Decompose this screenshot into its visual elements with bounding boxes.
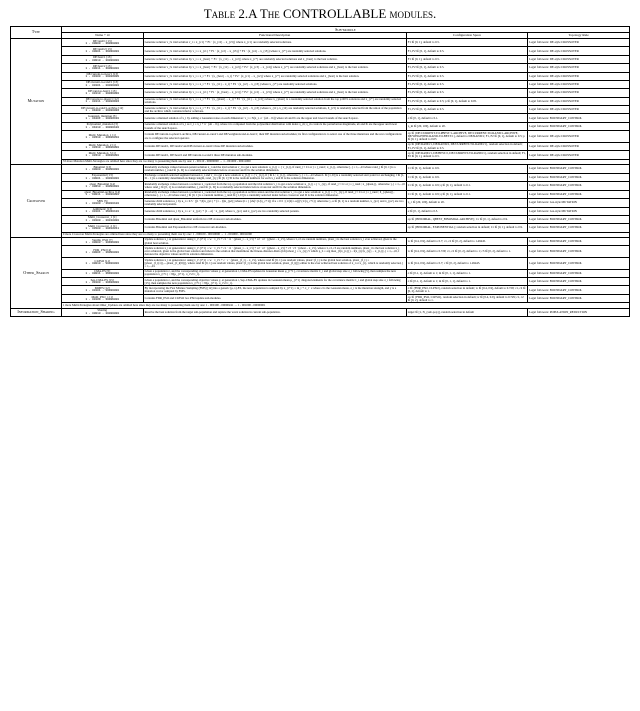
module-id-bits: 1 - 00001 - 00000000 xyxy=(85,176,120,180)
configuration-space-cell: w ∈ [0.4, 0.9], default to 0.7; c1, c2 ∈ [0, 2], default to 1.49445. xyxy=(406,237,528,245)
topology-rule-cell: Legal followers: GA-style MUTATION xyxy=(528,207,630,215)
configuration-space-cell: Cr ∈ [0, 1], default to 0.9. xyxy=(406,173,528,181)
topology-rule-cell: Legal followers: BOUNDARY_CONTROL xyxy=(528,269,630,277)
module-id-bits: 1 - 01001 - 00000100 xyxy=(85,117,120,121)
table-row xyxy=(11,257,630,269)
topology-rule-cell: Legal followers: DE-style CROSSOVER xyxy=(528,106,630,114)
module-name: Sep-CMA-ES [15] xyxy=(90,277,114,282)
configuration-space-cell: F1, F2 ∈ [0, 1], default to 0.5; p ∈ [0, 1], default to 0.05. xyxy=(406,97,528,105)
header-topology-rule: Topology Rule xyxy=(528,33,630,39)
module-name: Multi_Mutation_3 [1] xyxy=(88,151,116,156)
table-row xyxy=(11,308,630,316)
topology-rule-cell: Legal followers: DE-style CROSSOVER xyxy=(528,64,630,72)
topology-rule-cell: Legal followers: BOUNDARY_CONTROL xyxy=(528,190,630,198)
module-name: CMA-ES [5] xyxy=(94,269,111,274)
table-row xyxy=(11,294,630,302)
configuration-space-cell: op ∈ {BINOMIAL, QBEST_BINOMIAL-ARCHIVE}; Cr ∈ [0, 1], default to 0.9. xyxy=(406,215,528,223)
configuration-space-cell: F1, F2 ∈ [0, 1], default to 0.5. xyxy=(406,89,528,97)
controllable-modules-table xyxy=(10,26,630,317)
functional-description-cell: Generate solution v_i's trial solution by v_i = x_{r1} + F1 · (x_{best} − x_{r1}) + F2 · (x_{r2} − x_{r3}) where x_{r*} are randomly selected solutions and x_{best} is the best solution. xyxy=(143,89,406,97)
module-name: Polynomial_mutation [3] xyxy=(86,122,118,127)
functional-description-cell: Contains DE/rand/1, DE/rand/2 and DE/current-to-rand/1 three DE mutation sub-modules. xyxy=(143,142,406,150)
table-row xyxy=(11,80,630,88)
module-id-bits: 1 - 00000 - 00000000 xyxy=(85,41,120,45)
module-name-cell xyxy=(61,47,143,55)
table-row xyxy=(11,89,630,97)
table-row xyxy=(11,246,630,258)
module-name: DE/current-to-rand/1-archive [12] xyxy=(81,105,124,110)
topology-rule-cell: Legal followers: BOUNDARY_CONTROL xyxy=(528,246,630,258)
module-name: Exponential [13] xyxy=(91,173,113,178)
functional-description-cell: Receive the best solution from the target sub-population and replace the worst solution in current sub-population. xyxy=(143,308,406,316)
functional-description-cell: Randomly exchange values between a solution x_i selected from the top q population and the trial solution v_i to get a new solution: u_{i,j} = { v_{i,j}, if rand_j < Cr or j = j_rand ; x_{qbest,j}, otherwise }, j = 1,...,D where rand_j ∈ [0, 1] is a random number, j_rand ∈ [1, D] is a randomly selected index before crossover and D is the solution dimension. xyxy=(144,181,405,189)
table-row xyxy=(11,114,630,122)
configuration-space-cell: η_m ∈ [20, 100], default to 20. xyxy=(406,122,528,130)
functional-description-cell: Given a population λ, and the corresponding objective values y, at generation t, CMA-ES updates its Gaussian mean μ_{t+1}, covariance matrix C_t and global step size σ_t following [5], then samples the new population x_{t+1} ~ N(μ_{t+1}, σ_t^2 C_t). xyxy=(143,269,406,277)
topology-rule-cell: Legal followers: BOUNDARY_CONTROL xyxy=(528,182,630,190)
topology-rule-cell: Legal followers: DE-style CROSSOVER xyxy=(528,80,630,88)
table-row xyxy=(11,72,630,80)
module-id-bits: 1 - 00011 - 00000000 xyxy=(85,193,120,197)
topology-rule-cell: Legal followers: DE-style CROSSOVER xyxy=(528,89,630,97)
module-id-bits: 1 - 00001 - 00000000 xyxy=(85,50,120,54)
table-row xyxy=(11,39,630,47)
module-name: DE/best/1 [13] xyxy=(93,55,112,60)
table-row xyxy=(11,207,630,215)
module-type-cell: Other_Search xyxy=(11,237,62,308)
configuration-space-cell: F1, F2 ∈ [0, 1], default to 0.5. xyxy=(406,47,528,55)
functional-description-cell: Generate solution v_i's trial solution by v_i = x_i + F1 · (x_{r1} − x_i) + F2 · (x_{r2} − x̃_{r3}) where x_{r1}, x_{r2} are randomly selected solutions, x̃_{r3} is randomly selected from the union of the population and the archive which contains inferior solutions. xyxy=(143,106,406,114)
functional-description-cell: Generate child solution u_i by u_i = α · x_{p1} + (1 − α) · x_{p2} where x_{p1} and x_{p2} are two randomly selected parents. xyxy=(143,207,406,215)
functional-description-cell: Exchange a random selected segment between x_i and v_i to get a new solution: u_{i,j} = { v_{i,j}, if j ∈ L ; x_{i,j}, otherwise }, j = 1,...,D where L ∈ [1, D] is a randomly selected start point for exchanging, l ∈ [1, D − 1] is a randomly determined exchange length, rand_{i,j} ∈ [0, 1]^D is the random numbers for each x_i and D is the solution dimension. xyxy=(144,173,405,181)
module-name: Sharing xyxy=(97,308,108,313)
topology-rule-cell: Legal followers: BOUNDARY_CONTROL xyxy=(528,173,630,181)
table-row xyxy=(11,269,630,277)
module-name-cell xyxy=(61,80,143,88)
module-name-cell xyxy=(61,224,143,232)
topology-rule-cell: Legal followers: DE-style CROSSOVER xyxy=(528,47,630,55)
functional-description-cell: Update solution x_i at generation t using v_i^{t+1} = w · v_i^t + c1 · r1 · (pbest_i − x_i^t) + c2 · r2 · (gbest − x_i^t) + c3 · r3 · (nbest − x_i^t), where r1, r2, r3 are random numbers, pbest_i is the best solution x_i ever achieved, gbest is the global best solution and nbest is the solution that maximizes the fitness-distance-Ratio (fdr) nbest_j = x_{r,j}^t which p_b = arg max_{f(x_{r,j}) − f(x_i)}/|x_{r,j} − x_{i,j}|, j = 1,...,D, f denotes the objective values and D is solution dimension. xyxy=(143,246,406,258)
table-row xyxy=(11,64,630,72)
module-name-cell xyxy=(61,142,143,150)
table-row xyxy=(11,97,630,105)
module-name-cell xyxy=(61,246,143,258)
table-row xyxy=(11,151,630,159)
module-name-cell xyxy=(61,269,143,277)
configuration-space-cell: F1, F2 ∈ [0, 1], default to 0.5. xyxy=(406,80,528,88)
configuration-space-cell: F1 ∈ [0, 1], default to 0.5. xyxy=(406,39,528,47)
module-name: DE/rand/2 [13] xyxy=(92,47,112,52)
module-type-cell: Mutation xyxy=(11,39,62,165)
module-name: qbest_Binomial [14] xyxy=(89,181,115,186)
module-name-cell xyxy=(61,114,143,122)
module-id-bits: 1 - 00100 - 00000100 xyxy=(85,201,120,205)
configuration-space-cell: op ∈ {DE/RAND/1, DE/RAND/2, DE/CURRENT-TO-RAND/1}, random selection in default; F1, F2 ∈ [0, 1], default to 0.5. xyxy=(406,142,528,150)
functional-description-cell: Generate solution v_i's trial solution by v_i = x_i + F1 · (x_{best} − x_i) + F2 · (x_{r1} − x_{r2}) where x_{r*} are randomly selected solutions and x_{best} is the best solution. xyxy=(143,72,406,80)
configuration-space-cell: Cr ∈ [0, 1], default to 0.9. xyxy=(406,165,528,173)
module-name-cell xyxy=(61,39,143,47)
configuration-space-cell: target ∈ [1, N_{sub-pop}], random selection in default xyxy=(406,308,528,316)
module-id-bits: 1 - 00110 - 00000010 xyxy=(85,135,120,139)
table-row xyxy=(11,165,630,173)
module-id-bits: 1 - 00100 - 00000000 xyxy=(85,297,120,301)
topology-rule-cell: Legal followers: DE-style CROSSOVER xyxy=(528,39,630,47)
functional-description-cell: Contains DE/rand/1, DE/best/2 and DE/current-to-rand/1 three DE mutation sub-modules. xyxy=(143,151,406,159)
configuration-space-cell: α ∈ [0, 1], default to 0.5. xyxy=(406,207,528,215)
module-id-bits: 1 - 00010 - 00000000 xyxy=(85,184,120,188)
module-name-cell xyxy=(61,122,143,130)
section-footnote: 9 more Crossover Multi-Strategies are omitted here since they are too many to presenting them one by one: 1 - 000100 - 00010000 → 1 - 001000 - 00011000 xyxy=(61,232,629,237)
topology-rule-cell: Legal followers: DE-style CROSSOVER xyxy=(528,55,630,63)
topology-rule-cell: Legal followers: DE-style CROSSOVER xyxy=(528,131,630,143)
table-row xyxy=(11,224,630,232)
module-name-cell xyxy=(61,215,143,223)
module-name-cell xyxy=(61,64,143,72)
topology-rule-cell: Legal followers: BOUNDARY_CONTROL xyxy=(528,215,630,223)
module-id-bits: 1 - 00111 - 00000000 xyxy=(85,100,120,104)
configuration-space-cell: σ ∈ [0.1, 1], default to 1; m ∈ [0, 1, 1], default to 1. xyxy=(406,269,528,277)
functional-description-cell: Contains Binomial and qbest_Binomial uniform two DE crossover sub-modules. xyxy=(143,215,406,223)
table-row xyxy=(11,55,630,63)
table-row xyxy=(11,190,630,198)
configuration-space-cell: op ∈ {FDR_PSO, CLPSO}, random selection in default; w ∈ [0.4, 0.9], default to 0.729; c1, c2 ∈ [0, 2], default to 1. xyxy=(406,294,528,302)
module-name-cell xyxy=(61,286,143,294)
module-name-cell xyxy=(61,165,143,173)
topology-rule-cell: Legal followers: BOUNDARY_CONTROL xyxy=(528,286,630,294)
topology-rule-cell: Legal followers: BOUNDARY_CONTROL xyxy=(528,224,630,232)
table-caption: Table 2.A The CONTROLLABLE modules. xyxy=(203,6,437,21)
topology-rule-cell: Legal followers: BOUNDARY_CONTROL xyxy=(528,237,630,245)
functional-description-cell: Contain DE/current-to-pbest/1-archive, DE/current-to-rand/1 and DE/weighted-rand-to-best/1; their DE mutation sub-modules; its first configuration is to select one of the three mutations and the rest configurations are to configure the selected operator. xyxy=(143,131,406,143)
functional-description-cell: Update solution x_i at generation t using v_i^{t+1} = w · v_i^t + c · r · (pbest_{f_i} − x_i^t), where rand ∈ [0, 1] are random values, pbest^{f_i} is the global best solution, pbest_{f_i} = [pbest_{f_i(1)},...,pbest_{f_i(D)}], where rand ∈ [0, 1] are random values, pbest^{f_i} is the global best solution, pbest_{f_i(j)} either is the ever achieved best solution of x_i or x_{r}, which is randomly selected, j = 1,...,D. xyxy=(143,257,406,269)
table-row xyxy=(11,215,630,223)
configuration-space-cell: F1, F2 ∈ [0, 1], default to 0.5. xyxy=(406,72,528,80)
page-root xyxy=(0,0,640,317)
module-name: Gaussian_mutation [3] xyxy=(88,114,117,119)
module-name-cell xyxy=(61,106,143,114)
header-functional-description: Functional Description xyxy=(143,33,406,39)
configuration-space-cell: op ∈ {DE/CURRENT-TO-PBEST/1-ARCHIVE, DE/CURRENT-TO-RAND/1-ARCHIVE, DE/WEIGHTED-RAND-TO-BEST/1}, default to DE/RAND/1; F1, F2 ∈ [0, 1], default to 0.5; p ∈ [0, 1], default to 0.05 xyxy=(406,131,528,143)
section-footnote: 1 more Multi-Strategies about Other_Updates are omitted here since they are too many to presenting them one by one: 1 - 000100 - 00000241 → 1 - 001000 - 00000001 xyxy=(61,303,629,308)
topology-rule-cell: Legal followers: DE-style CROSSOVER xyxy=(528,142,630,150)
header-name-id: Name + id xyxy=(61,33,143,39)
module-name-cell xyxy=(61,89,143,97)
module-id-bits: 1 - 00100 - 00000000 xyxy=(85,280,120,284)
topology-rule-cell: Legal followers: BOUNDARY_CONTROL xyxy=(528,257,630,269)
module-id-bits: 1 - 01000 - 00000000 xyxy=(85,108,120,112)
configuration-space-cell: F1 ∈ [0, 1], default to 0.5. xyxy=(406,55,528,63)
module-name-cell xyxy=(61,97,143,105)
topology-rule-cell: Legal followers: POPULATION_REDUCTION xyxy=(528,308,630,316)
module-name-cell xyxy=(61,294,143,302)
table-row xyxy=(11,142,630,150)
module-name-cell xyxy=(61,182,143,190)
module-id-bits: 1 - 00010 - 00000000 xyxy=(85,311,120,315)
module-name-cell xyxy=(61,72,143,80)
functional-description-cell: Generate solution v_i's trial solution v_i = x_{r1} + F1 · (x_{r2} − x_{r3}) where x_{r1} are randomly selected solutions. xyxy=(143,39,406,47)
module-name: Multi_Crossover_1 [1] xyxy=(88,215,117,220)
module-name: DE/current-to-pbest/1 [12] xyxy=(85,97,119,102)
functional-description-cell: Generate solution v_i's trial solution by v_i = x_{best} + F1 · (x_{r1} − x_{r2}) where x_{r*} are randomly selected solutions and x_{best} is the best solution. xyxy=(143,55,406,63)
functional-description-cell: Generate solution v_i's trial solution by v_i = x_{r1} + F1 · (x_{r2} − x_{r3}) + F2 · (x_{r4} − x_{r5}) where x_{r*} are randomly selected solutions. xyxy=(143,47,406,55)
topology-rule-cell: Legal followers: BOUNDARY_CONTROL xyxy=(528,165,630,173)
module-id-bits: 1 - 00100 - 00010011 xyxy=(85,227,120,231)
configuration-space-cell: η_c ∈ [20, 100], default to 20. xyxy=(406,199,528,207)
functional-description-cell: Contains FDR_PSO and CLPSO two PSO update sub-modules. xyxy=(143,294,406,302)
module-name-cell xyxy=(61,55,143,63)
module-id-bits: 1 - 00110 - 00000000 xyxy=(85,154,120,158)
header-type: Type xyxy=(11,27,62,39)
topology-rule-cell: Legal followers: GA-style MUTATION xyxy=(528,199,630,207)
header-configuration-space: Configuration Space xyxy=(406,33,528,39)
table-row xyxy=(11,173,630,181)
table-row xyxy=(11,182,630,190)
module-id-bits: 1 - 00100 - 00000000 xyxy=(85,75,120,79)
module-name: SBX [3] xyxy=(97,198,108,203)
module-id-bits: 1 - 01010 - 00000100 xyxy=(85,125,120,129)
functional-description-cell: Update solution x_i at generation t using v_i^{t+1} = w · v_i^t + c1 · r1 · (pbest_i − x_i^t) + c2 · r2 · (gbest − x_i^t), where r1, r2 are random numbers, pbest_i is the best solution x_i ever achieved, gbest is the global best solution. xyxy=(143,237,406,245)
module-name: Multi_PSO_1 [1] xyxy=(91,294,114,299)
header-sub-module: Sub-module xyxy=(61,27,629,33)
module-id-bits: 1 - 00010 - 00000000 xyxy=(85,262,120,266)
functional-description-cell: Randomly exchange values between a solution x_i selected from the top q population archive union and the trial solution v_i to get a new solution: u_{i,j} = { v_{i,j}, if rand_j < Cr or j = j_rand ; x̃_{qbest,j}, otherwise }, j = 1,...,D where rand_j ∈ [0, 1] is a random number, j_rand ∈ [1, D] is a randomly selected index before crossover and D is the solution dimension. xyxy=(143,190,406,198)
functional-description-cell: Generate a mutated solution of x_i by adding a Gaussian noise on each dimension: v_i = N(x_i, σ · (ub − lb)) where ub and lb are the upper and lower bounds of the search space. xyxy=(143,114,406,122)
module-name-cell xyxy=(61,190,143,198)
table-row xyxy=(11,122,630,130)
module-name: Multi_Mutation_2 [1] xyxy=(88,142,116,147)
configuration-space-cell: σ ∈ [0.1, 1], default to 1; m ∈ [0, 1, 1], default to 1. xyxy=(406,278,528,286)
module-id-bits: 1 - 00101 - 00000100 xyxy=(85,210,120,214)
module-id-bits: 1 - 00110 - 00000000 xyxy=(85,92,120,96)
module-id-bits: 1 - 00011 - 00000000 xyxy=(85,272,120,276)
topology-rule-cell: Legal followers: BOUNDARY_CONTROL xyxy=(528,278,630,286)
module-name-cell xyxy=(61,207,143,215)
functional-description-cell: Generate a mutated solution of x_i as v_i = x_i + δ · (ub − lb), where δ is computed from the polynomial distribution with index η_m; η_m controls the perturbation magnitude, ub and lb are the upper and lower bounds of the search space. xyxy=(143,122,406,130)
configuration-space-cell: F1, F2 ∈ [0, 1], default to 0.5. xyxy=(406,64,528,72)
functional-description-cell: Generate child solution u_i by u_i = 0.5 · [(1 + β)x_{p1} + (1 − β)x_{p2}] where β = { (2u)^{1/(η_c+1)} if u ≤ 0.5 ; (1/(2(1−u)))^{1/(η_c+1)} otherwise }, u ∈ [0, 1] is a random number, x_{p1} and x_{p2} are two randomly selected parents. xyxy=(143,199,406,207)
module-name: CLPSO [11] xyxy=(94,259,110,264)
functional-description-cell: Given a population λ, and the corresponding objective values y, at generation t, Sep-CMA-ES updates its Gaussian mean μ_{t+1} diagonal elements for the covariance matrix C_t and global step size σ_t following [15], then samples the new population x_{t+1} ~ N(μ_{t+1}, σ_t^2 C_t). xyxy=(143,278,406,286)
functional-description-cell: Generate solution v_i's trial solution by v_i = x_i + F1 · (x_{pbest} − x_i) + F2 · (x_{r1} − x_{r2}) where x_{pbest} is a randomly selected solution from the top p100% solutions and x_{r*} are randomly selected solutions. xyxy=(143,97,406,105)
configuration-space-cell: w ∈ [0.4, 0.9], default to 0.729; c1, c2 ∈ [0, 2], default to 1; c3 ∈ [0, 2], default to 1. xyxy=(406,246,528,258)
table-row xyxy=(11,131,630,143)
module-name: DE/current-to-rand/1 [13] xyxy=(86,80,119,85)
configuration-space-cell: σ ∈ [0, 1], default to 0.1. xyxy=(406,114,528,122)
module-name: Multi_Mutation_1 [1] xyxy=(88,132,116,137)
module-id-bits: 1 - 00101 - 00000000 xyxy=(85,83,120,87)
module-type-cell: Information_Sharing xyxy=(11,308,62,316)
module-name-cell xyxy=(61,131,143,143)
functional-description-cell: Randomly exchange values between parent solution x_i and the trial solution v_i to get a new solution: u_{i,j} = { v_{i,j}, if rand_j < Cr or j = j_rand ; x_{i,j}, otherwise }, j = 1,...,D where rand_j ∈ [0, 1] is a random number, j_rand ∈ [1, D] is a randomly selected index before crossover and D is the solution dimension. xyxy=(143,165,406,173)
section-footnote: 33 more Mutation Multi-Strategies are omitted here since they are too many to presenting them one by one: 1 - 00110 - 00000000 → 1 - 001000 - 00011000 xyxy=(61,159,629,164)
module-name-cell xyxy=(61,173,143,181)
module-name: Multi_Crossover_2 [1] xyxy=(88,223,117,228)
module-name: DE/best/2 [13] xyxy=(93,63,112,68)
configuration-space-cell: op ∈ {DE/RAND/1, DE/BEST/2, DE/CURRENT-TO-RAND/1}, random selection in default; F1, F2 ∈ [0, 1], default to 0.5. xyxy=(407,150,526,159)
module-name: Binomial [13] xyxy=(93,164,111,169)
module-name: Arithmetic [13] xyxy=(92,207,112,212)
module-name: DE/rand-to-best/1 [13] xyxy=(88,88,117,93)
module-name-cell xyxy=(61,308,143,316)
module-name-cell xyxy=(61,151,143,159)
table-body xyxy=(11,39,630,317)
topology-rule-cell: Legal followers: DE-style CROSSOVER xyxy=(528,72,630,80)
module-name: Vanilla_PSO [7] xyxy=(92,237,113,242)
table-row xyxy=(11,237,630,245)
module-id-bits: 1 - 00101 - 00000000 xyxy=(85,289,120,293)
module-type-cell: Crossover xyxy=(11,165,62,238)
functional-description-cell: By incorporating the Fast Mixture Sampling (FMS) [12] into a generic (μ, λ)-ES, the new population is sampled by x_{t+1} = m_t + σ_t · z where z is the Gaussian mean, σ_t is the mutation strength, and y is a mutation vector sampled by FMS. xyxy=(143,286,406,294)
module-name-cell xyxy=(61,257,143,269)
topology-rule-cell: Legal followers: DE-style CROSSOVER xyxy=(528,151,630,159)
module-id-bits: 1 - 00010 - 00000000 xyxy=(85,58,120,62)
module-name-cell xyxy=(61,199,143,207)
functional-description-cell: Generate solution v_i's trial solution by v_i = x_{best} + F1 · (x_{r1} − x_{r2}) + F2 · (x_{r3} − x_{r4}) where x_{r*} are randomly selected solutions and x_{best} is the best solution. xyxy=(143,64,406,72)
configuration-space-cell: Cr ∈ [0, 1], default to 0.9; q ∈ [0, 1], default to 0.1. xyxy=(406,182,528,190)
module-id-bits: 1 - 00110 - 00000000 xyxy=(85,145,120,149)
module-name: FDR_PSO [4] xyxy=(93,247,112,252)
topology-rule-cell: Legal followers: DE-style CROSSOVER xyxy=(528,97,630,105)
module-name-cell xyxy=(61,278,143,286)
table-row xyxy=(11,47,630,55)
functional-description-cell: Contains Binomial and Exponential two DE crossover sub-modules. xyxy=(143,224,406,232)
configuration-space-cell: σ ∈ {FDR_PSO, CLPSO}, random selection in default; w ∈ [0.4, 0.9], default to 0.729; c1, c2 ∈ [0, 2], default to 1. xyxy=(406,286,528,294)
module-name-cell xyxy=(61,237,143,245)
module-id-bits: 1 - 00001 - 00000000 xyxy=(85,250,120,254)
configuration-space-cell: F1, F2 ∈ [0, 1], default to 0.5. xyxy=(406,106,528,114)
module-id-bits: 1 - 00011 - 00000000 xyxy=(85,66,120,70)
module-id-bits: 1 - 00100 - 00010000 xyxy=(85,218,120,222)
configuration-space-cell: w ∈ [0.4, 0.9], default to 0.7; c ∈ [0, 2], default to 1.49445. xyxy=(406,257,528,269)
configuration-space-cell: Cr ∈ [0, 1], default to 0.9; q ∈ [0, 1], default to 0.1. xyxy=(406,190,528,198)
module-id-bits: 1 - 00000 - 00000000 xyxy=(85,240,120,244)
functional-description-cell: Generate solution v_i's trial solution by v_i = x_i + F1 · (x_{r1} − x_i) + F2 · (x_{r2} − x_{r3}) where x_{r*} are randomly selected solutions. xyxy=(143,80,406,88)
configuration-space-cell: op ∈ {BINOMIAL, EXPONENTIAL}; random selection in default; Cr ∈ [0, 1], default to 0.9. xyxy=(406,224,528,232)
table-row xyxy=(11,286,630,294)
module-name: MMES [12] xyxy=(94,286,110,291)
module-name: DE/rand/1 [13] xyxy=(92,38,112,43)
table-row xyxy=(11,106,630,114)
topology-rule-cell: Legal followers: BOUNDARY_CONTROL xyxy=(528,294,630,302)
module-id-bits: 1 - 00000 - 00000000 xyxy=(85,168,120,172)
topology-rule-cell: Legal followers: BOUNDARY_CONTROL xyxy=(528,114,630,122)
topology-rule-cell: Legal followers: BOUNDARY_CONTROL xyxy=(528,122,630,130)
module-name: DE/current-to-best/1 [13] xyxy=(86,72,118,77)
table-row xyxy=(11,199,630,207)
table-row xyxy=(11,278,630,286)
module-name: qbest_Binomial-archive [14] xyxy=(84,190,121,195)
